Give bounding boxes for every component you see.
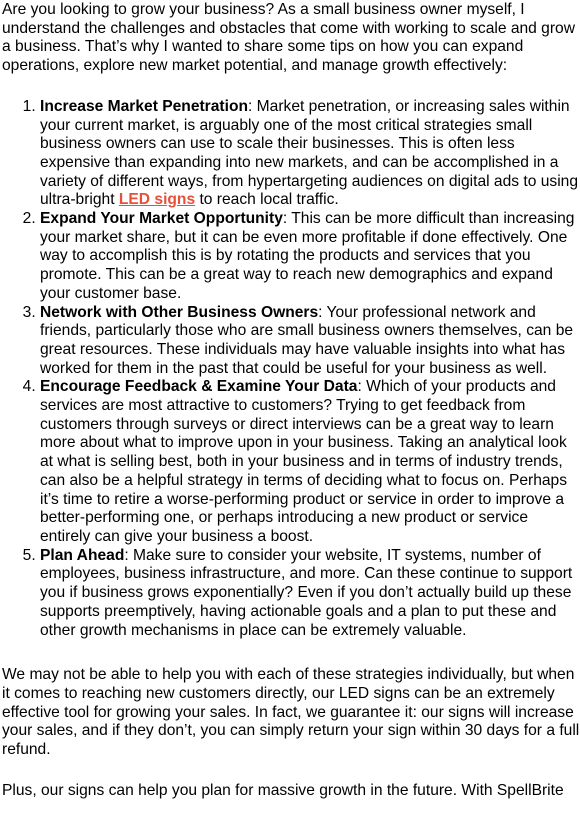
intro-paragraph: Are you looking to grow your business? As a small business owner myself, I understand the challenges and obstacles that come with working to scale and grow a business. That’s why I wanted to share some tips on how you can expand operations, explore new market potential, and manage growth effectively: bbox=[2, 1, 575, 75]
tip-item-2 bbox=[40, 210, 580, 304]
tip-title: Increase Market Penetration bbox=[40, 97, 249, 115]
guarantee-paragraph: We may not be able to help you with each of these strategies individually, but when it comes to reaching new customers directly, our LED signs can be an extremely effective tool for growing your sales. In fact, we guarantee it: our signs will increase your sales, and if they don’t, you can simply return your sign within 30 days for a full refund. bbox=[2, 666, 580, 759]
tip-item-1 bbox=[40, 98, 580, 210]
tips-list bbox=[2, 98, 580, 640]
future-growth-paragraph: Plus, our signs can help you plan for massive growth in the future. With SpellBrite bbox=[2, 781, 564, 799]
tip-body: : Market penetration, or increasing sales within your current market, is arguably one of the most critical strategies small business owners can use to scale their businesses. This is often less expensive than expanding into new markets, and can be accomplished in a variety of different ways, from hypertargeting audiences on digital ads to using ultra-bright bbox=[40, 97, 578, 209]
email-content bbox=[2, 1, 580, 822]
tip-body: : This can be more difficult than increasing your market share, but it can be even more profitable if done effectively. One way to accomplish this is by rotating the products and services that you promote. This can be a great way to reach new demographics and expand your customer base. bbox=[40, 210, 575, 302]
tip-body: : Make sure to consider your website, IT systems, number of employees, business infrastructure, and more. Can these continue to support you if business grows exponentially? Even if you don’t actually build up these supports preemptively, having actionable goals and a plan to put these and other growth mechanisms in place can be extremely valuable. bbox=[40, 546, 573, 639]
tip-body: : Your professional network and friends, particularly those who are small business owners themselves, can be great resources. These individuals may have valuable insights into what has worked for them in the past that could be useful for your business as well. bbox=[40, 303, 574, 377]
led-signs-link[interactable]: LED signs bbox=[118, 191, 196, 209]
tip-title: Network with Other Business Owners bbox=[40, 303, 319, 321]
tip-title: Plan Ahead bbox=[40, 546, 125, 564]
tip-item-3 bbox=[40, 304, 580, 379]
tip-body: : Which of your products and services are most attractive to customers? Trying to get feedback from customers through surveys or direct interviews can be a great way to learn more about what to improve upon in your business. Taking an analytical look at what is selling best, both in your business and in terms of industry trends, can also be a helpful strategy in terms of deciding what to focus on. Perhaps it’s time to retire a worse-performing product or service in order to improve a better-performing one, or perhaps introducing a new product or service entirely can give your business a boost. bbox=[40, 378, 568, 545]
tip-title: Expand Your Market Opportunity bbox=[40, 210, 283, 228]
tip-item-4 bbox=[40, 378, 580, 546]
tip-item-5 bbox=[40, 547, 580, 641]
tip-title: Encourage Feedback & Examine Your Data bbox=[40, 378, 358, 396]
tip-body-end: to reach local traffic. bbox=[195, 191, 339, 209]
